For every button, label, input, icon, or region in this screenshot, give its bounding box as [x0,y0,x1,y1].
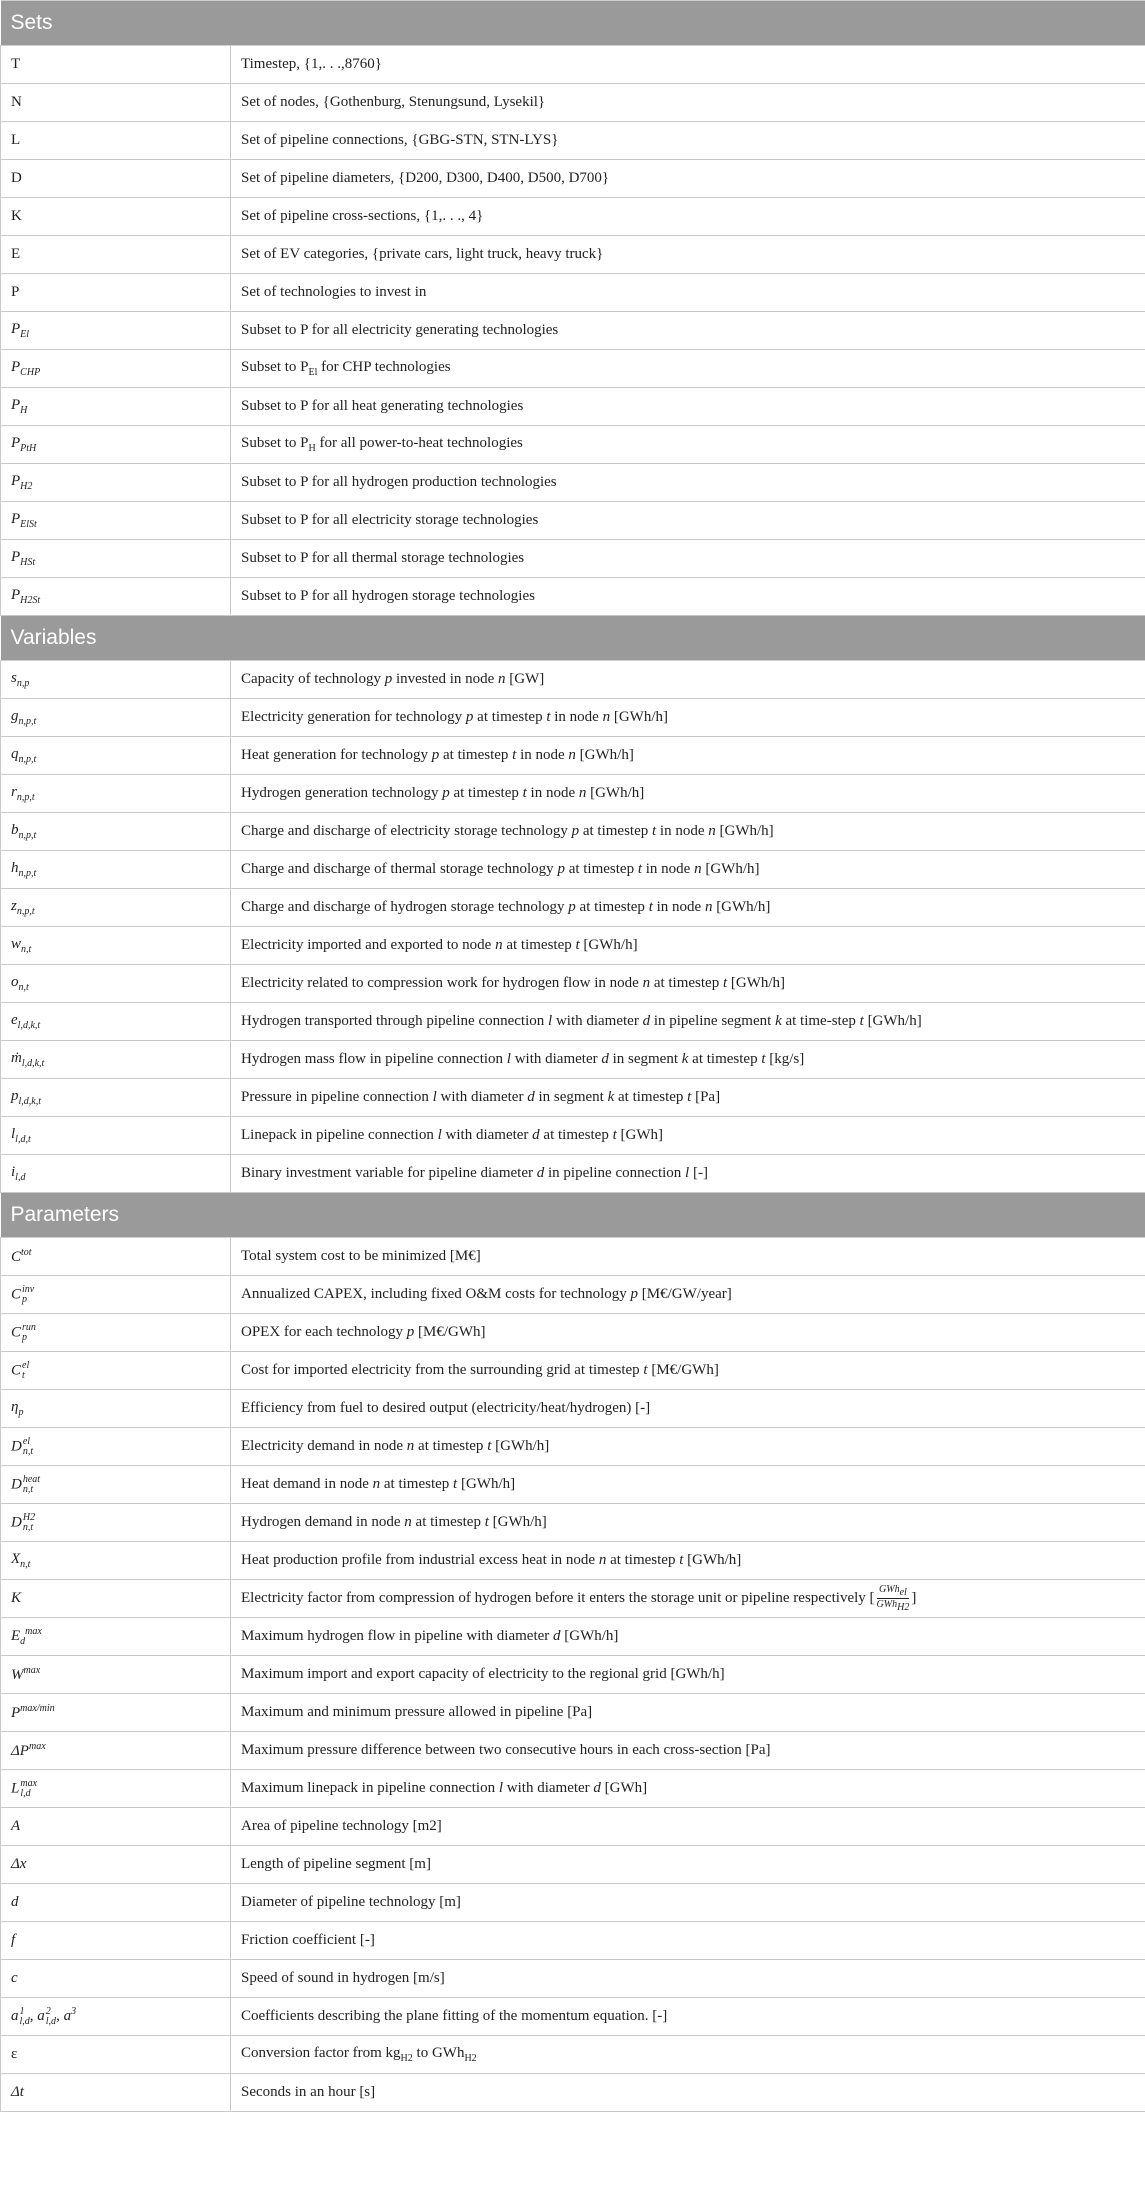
symbol-cell: $z_{n,p,t}$ [1,889,231,927]
table-row [1,464,1145,502]
table-row [1,699,1145,737]
table-row [1,775,1145,813]
symbol-cell: $r_{n,p,t}$ [1,775,231,813]
description-cell: Timestep, {1,. . .,8760} [231,46,1145,84]
table-row [1,46,1145,84]
description-cell: Electricity generation for technology p at timestep t in node n [GWh/h] [231,699,1145,737]
description-cell: Subset to P for all hydrogen storage technologies [231,578,1145,616]
table-row [1,578,1145,616]
description-cell: Heat production profile from industrial excess heat in node n at timestep t [GWh/h] [231,1542,1145,1580]
symbol-cell: $\eta_p$ [1,1390,231,1428]
symbol-cell: $P_{PtH}$ [1,426,231,464]
description-cell: Coefficients describing the plane fitting of the momentum equation. [-] [231,1998,1145,2036]
description-cell: Maximum hydrogen flow in pipeline with diameter d [GWh/h] [231,1618,1145,1656]
symbol-cell: $W^{max}$ [1,1656,231,1694]
description-cell: Set of pipeline diameters, {D200, D300, D400, D500, D700} [231,160,1145,198]
description-cell: Hydrogen mass flow in pipeline connection l with diameter d in segment k at timestep t [kg/s] [231,1041,1145,1079]
symbol-cell: C run p [1,1314,231,1352]
symbol-cell: N [1,84,231,122]
description-cell: Annualized CAPEX, including fixed O&M costs for technology p [M€/GW/year] [231,1276,1145,1314]
table-row [1,851,1145,889]
symbol-cell: $P_{HSt}$ [1,540,231,578]
table-row [1,1390,1145,1428]
table-row [1,236,1145,274]
table-row [1,737,1145,775]
symbol-cell: E [1,236,231,274]
section-header-variables [1,616,1145,661]
table-row [1,1618,1145,1656]
symbol-cell: $e_{l,d,k,t}$ [1,1003,231,1041]
symbol-cell: ε [1,2036,231,2074]
symbol-cell: $o_{n,t}$ [1,965,231,1003]
table-row [1,1998,1145,2036]
table-row [1,889,1145,927]
symbol-cell: $g_{n,p,t}$ [1,699,231,737]
table-row [1,122,1145,160]
description-cell: Subset to P for all electricity storage technologies [231,502,1145,540]
description-cell: Subset to $P_H$ for all power-to-heat technologies [231,426,1145,464]
symbol-cell: K [1,1580,231,1618]
description-cell: Hydrogen generation technology p at timestep t in node n [GWh/h] [231,775,1145,813]
symbol-cell: D [1,160,231,198]
description-cell: Area of pipeline technology [m2] [231,1808,1145,1846]
description-cell: Subset to P for all heat generating technologies [231,388,1145,426]
symbol-cell: $l_{l,d,t}$ [1,1117,231,1155]
description-cell: Charge and discharge of thermal storage technology p at timestep t in node n [GWh/h] [231,851,1145,889]
description-cell: Capacity of technology p invested in node n [GW] [231,661,1145,699]
symbol-cell: P [1,274,231,312]
symbol-cell: Δt [1,2074,231,2112]
symbol-cell: c [1,1960,231,1998]
symbol-cell: $P_{CHP}$ [1,350,231,388]
description-cell: Set of pipeline cross-sections, {1,. . ., 4} [231,198,1145,236]
table-row [1,1960,1145,1998]
symbol-cell: $P_H$ [1,388,231,426]
description-cell: Diameter of pipeline technology [m] [231,1884,1145,1922]
description-cell: Set of pipeline connections, {GBG-STN, STN-LYS} [231,122,1145,160]
symbol-cell: $i_{l,d}$ [1,1155,231,1193]
symbol-cell: $P_{El}$ [1,312,231,350]
unit-fraction [875,1584,912,1613]
description-cell: Conversion factor from $kg_{H2}$ to GWh$_{H2}$ [231,2036,1145,2074]
section-title: Sets [1,1,1145,46]
description-cell: Heat generation for technology p at timestep t in node n [GWh/h] [231,737,1145,775]
symbol-cell: A [1,1808,231,1846]
table-row [1,965,1145,1003]
table-row [1,1808,1145,1846]
description-cell: Heat demand in node n at timestep t [GWh/h] [231,1466,1145,1504]
table-row [1,1238,1145,1276]
table-row [1,1003,1145,1041]
symbol-cell: $\Delta P^{max}$ [1,1732,231,1770]
table-row [1,502,1145,540]
description-cell: Electricity related to compression work for hydrogen flow in node n at timestep t [GWh/h] [231,965,1145,1003]
description-cell: Length of pipeline segment [m] [231,1846,1145,1884]
table-row [1,84,1145,122]
symbol-cell: $q_{n,p,t}$ [1,737,231,775]
symbol-cell: $h_{n,p,t}$ [1,851,231,889]
symbol-cell: d [1,1884,231,1922]
description-cell: Electricity demand in node n at timestep t [GWh/h] [231,1428,1145,1466]
table-row [1,1117,1145,1155]
description-cell: OPEX for each technology p [M€/GWh] [231,1314,1145,1352]
symbol-cell: C el t [1,1352,231,1390]
fraction-numerator: GWh$_{el}$ [879,1584,907,1598]
symbol-cell: T [1,46,231,84]
table-row [1,540,1145,578]
table-row [1,1466,1145,1504]
description-text: Electricity factor from compression of hydrogen before it enters the storage unit or pipeline respectively [241,1589,866,1606]
table-row [1,1504,1145,1542]
symbol-cell: D H2 n,t [1,1504,231,1542]
description-cell: Charge and discharge of electricity storage technology p at timestep t in node n [GWh/h] [231,813,1145,851]
description-cell: Subset to $P_{El}$ for CHP technologies [231,350,1145,388]
table-row [1,1079,1145,1117]
description-cell: Hydrogen demand in node n at timestep t [GWh/h] [231,1504,1145,1542]
description-cell: Electricity factor from compression of hydrogen before it enters the storage unit or pipeline respectively [ $\frac{GWh_{el}}{GWh_{H2}}$ ] [231,1580,1145,1618]
table-row [1,388,1145,426]
table-row [1,274,1145,312]
table-row [1,1732,1145,1770]
description-cell: Set of technologies to invest in [231,274,1145,312]
description-cell: Set of nodes, {Gothenburg, Stenungsund, Lysekil} [231,84,1145,122]
table-row [1,661,1145,699]
symbol-cell: $X_{n,t}$ [1,1542,231,1580]
symbol-cell: $P_{H2}$ [1,464,231,502]
symbol-cell: $s_{n,p}$ [1,661,231,699]
table-row [1,198,1145,236]
description-cell: Subset to P for all hydrogen production technologies [231,464,1145,502]
table-row [1,1846,1145,1884]
table-row [1,1352,1145,1390]
description-cell: Seconds in an hour [s] [231,2074,1145,2112]
description-cell: Pressure in pipeline connection l with diameter d in segment k at timestep t [Pa] [231,1079,1145,1117]
description-cell: Linepack in pipeline connection l with diameter d at timestep t [GWh] [231,1117,1145,1155]
description-cell: Maximum import and export capacity of electricity to the regional grid [GWh/h] [231,1656,1145,1694]
table-row [1,1656,1145,1694]
description-cell: Charge and discharge of hydrogen storage technology p at timestep t in node n [GWh/h] [231,889,1145,927]
symbol-cell: $E_d^{max}$ [1,1618,231,1656]
table-row [1,1542,1145,1580]
table-row [1,2074,1145,2112]
table-row [1,1276,1145,1314]
table-row [1,1884,1145,1922]
table-row [1,312,1145,350]
description-cell: Speed of sound in hydrogen [m/s] [231,1960,1145,1998]
symbol-cell: D heat n,t [1,1466,231,1504]
table-row [1,813,1145,851]
description-cell: Cost for imported electricity from the surrounding grid at timestep t [M€/GWh] [231,1352,1145,1390]
symbol-cell: D el n,t [1,1428,231,1466]
section-header-sets [1,1,1145,46]
description-cell: Hydrogen transported through pipeline connection l with diameter d in pipeline segment k at time-step t [GWh/h] [231,1003,1145,1041]
table-row [1,1922,1145,1960]
symbol-cell: L [1,122,231,160]
table-row [1,2036,1145,2074]
description-cell: Friction coefficient [-] [231,1922,1145,1960]
description-cell: Maximum pressure difference between two consecutive hours in each cross-section [Pa] [231,1732,1145,1770]
symbol-cell: ṁ$_{l,d,k,t}$ [1,1041,231,1079]
table-row [1,426,1145,464]
table-row [1,1770,1145,1808]
symbol-cell: $P_{H2St}$ [1,578,231,616]
description-cell: Set of EV categories, {private cars, light truck, heavy truck} [231,236,1145,274]
table-row [1,927,1145,965]
table-row [1,1155,1145,1193]
section-title: Parameters [1,1193,1145,1238]
symbol-cell: $p_{l,d,k,t}$ [1,1079,231,1117]
symbol-cell: $b_{n,p,t}$ [1,813,231,851]
description-cell: Maximum linepack in pipeline connection l with diameter d [GWh] [231,1770,1145,1808]
symbol-cell: $w_{n,t}$ [1,927,231,965]
table-row [1,1428,1145,1466]
symbol-cell: $P_{ElSt}$ [1,502,231,540]
symbol-cell: Δx [1,1846,231,1884]
description-cell: Subset to P for all thermal storage technologies [231,540,1145,578]
symbol-cell: K [1,198,231,236]
fraction-denominator: GWh$_{H2}$ [876,1599,910,1613]
symbol-cell: $P^{max/min}$ [1,1694,231,1732]
symbol-cell: a 1 l,d , a 2 l,d , $a^3$ [1,1998,231,2036]
table-row [1,350,1145,388]
symbol-cell: C inv p [1,1276,231,1314]
table-row [1,1314,1145,1352]
description-cell: Total system cost to be minimized [M€] [231,1238,1145,1276]
table-row [1,160,1145,198]
symbol-cell: f [1,1922,231,1960]
description-cell: Maximum and minimum pressure allowed in pipeline [Pa] [231,1694,1145,1732]
section-title: Variables [1,616,1145,661]
table-row [1,1580,1145,1618]
symbol-cell: L max l,d [1,1770,231,1808]
symbol-cell: $C^{tot}$ [1,1238,231,1276]
description-cell: Subset to P for all electricity generating technologies [231,312,1145,350]
section-header-parameters [1,1193,1145,1238]
description-cell: Electricity imported and exported to node n at timestep t [GWh/h] [231,927,1145,965]
description-cell: Efficiency from fuel to desired output (electricity/heat/hydrogen) [-] [231,1390,1145,1428]
table-row [1,1694,1145,1732]
table-row [1,1041,1145,1079]
description-cell: Binary investment variable for pipeline diameter d in pipeline connection l [-] [231,1155,1145,1193]
